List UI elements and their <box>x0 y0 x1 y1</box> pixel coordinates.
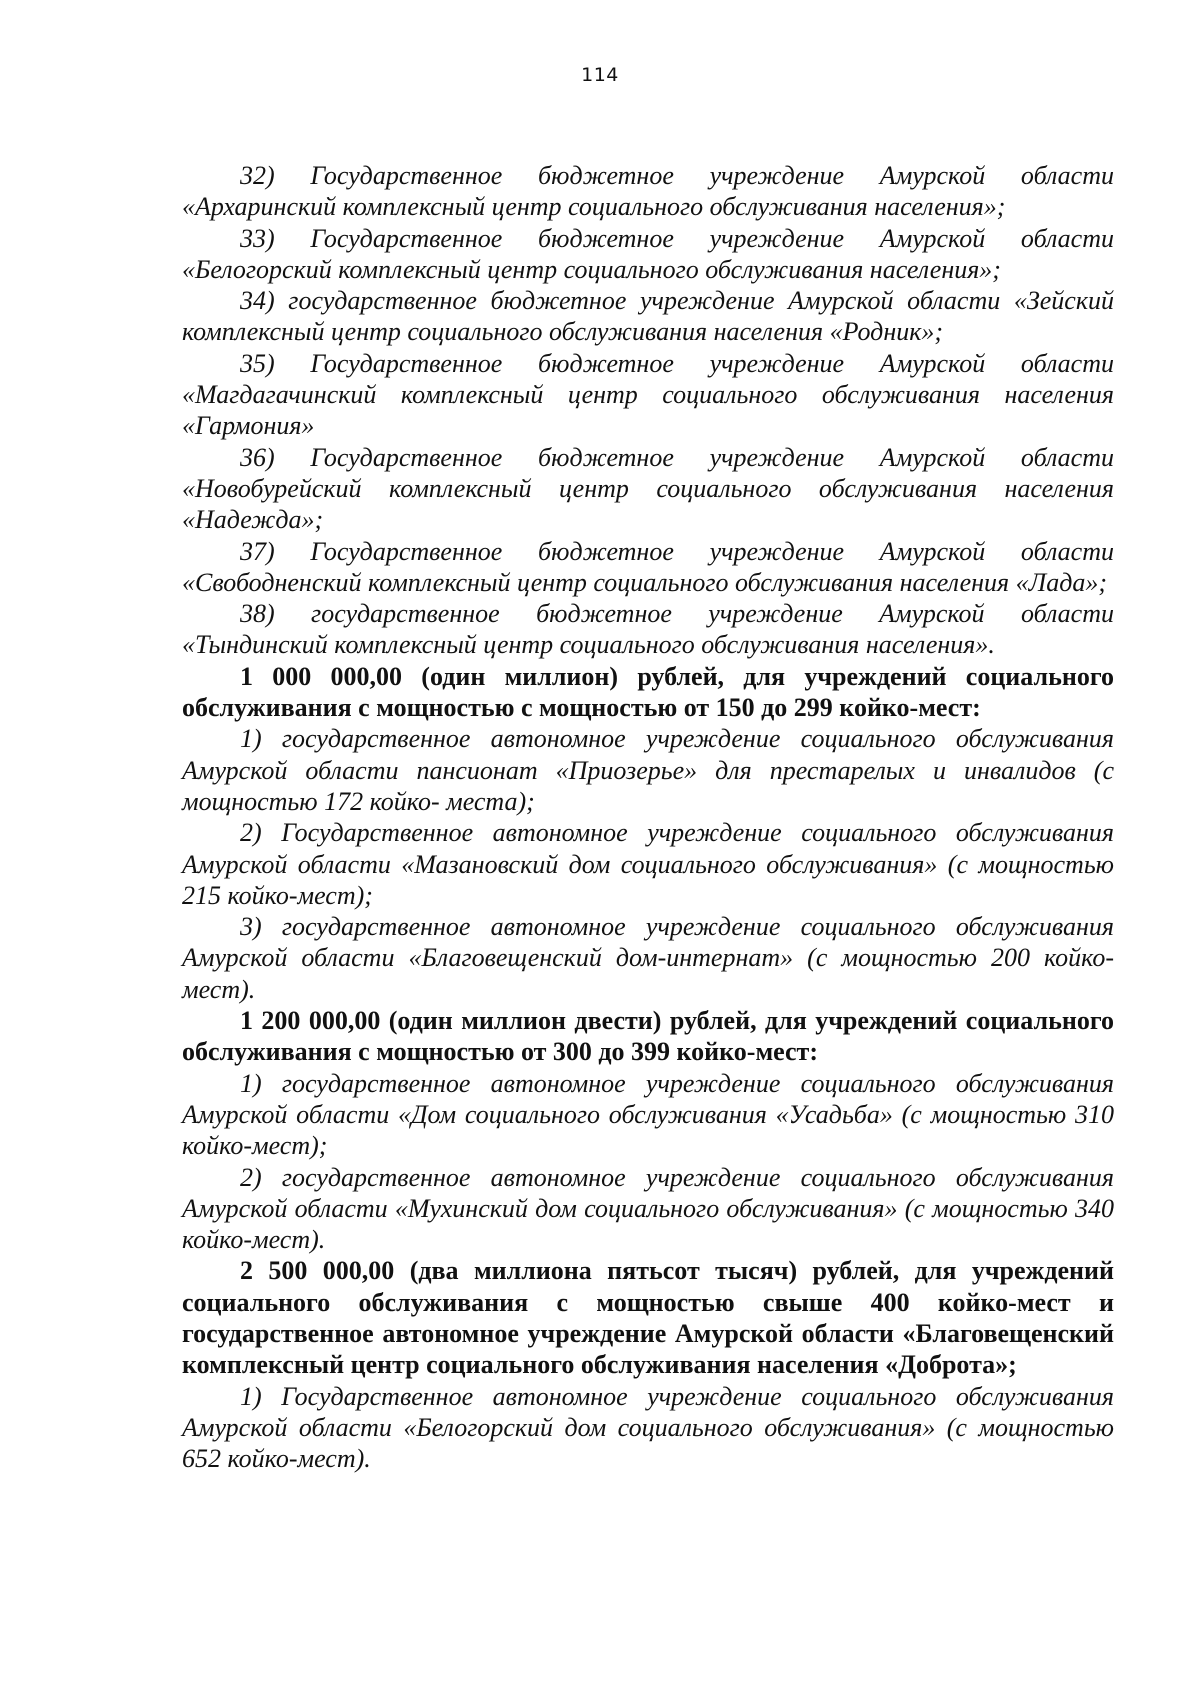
page-number: 114 <box>581 64 619 86</box>
section-heading-2500000: 2 500 000,00 (два миллиона пятьсот тысяч) рублей, для учреждений социального обслуживания с мощностью свыше 400 койко-мест и государственное автономное учреждение Амурской области «Благовещенский комплексный центр социального обслуживания населения «Доброта»; <box>182 1256 1114 1380</box>
section-heading-1200000: 1 200 000,00 (один миллион двести) рублей, для учреждений социального обслуживания с мощностью от 300 до 399 койко-мест: <box>182 1006 1114 1067</box>
list-item-38: 38) государственное бюджетное учреждение Амурской области «Тындинский комплексный центр социального обслуживания населения». <box>182 599 1114 660</box>
list-item-36: 36) Государственное бюджетное учреждение Амурской области «Новобурейский комплексный центр социального обслуживания населения «Надежда»; <box>182 442 1114 535</box>
list-item: 1) государственное автономное учреждение социального обслуживания Амурской области пансионат «Приозерье» для престарелых и инвалидов (с мощностью 172 койко- места); <box>182 724 1114 816</box>
list-item-34: 34) государственное бюджетное учреждение Амурской области «Зейский комплексный центр социального обслуживания населения «Родник»; <box>182 286 1114 347</box>
list-item-37: 37) Государственное бюджетное учреждение Амурской области «Свободненский комплексный центр социального обслуживания населения «Лада»; <box>182 536 1114 597</box>
list-item: 3) государственное автономное учреждение социального обслуживания Амурской области «Благовещенский дом-интернат» (с мощностью 200 койко-мест). <box>182 912 1114 1004</box>
list-item-33: 33) Государственное бюджетное учреждение Амурской области «Белогорский комплексный центр социального обслуживания населения»; <box>182 223 1114 284</box>
document-body <box>182 160 1114 1474</box>
section-heading-1000000: 1 000 000,00 (один миллион) рублей, для учреждений социального обслуживания с мощностью с мощностью от 150 до 299 койко-мест: <box>182 661 1114 723</box>
list-item: 2) государственное автономное учреждение социального обслуживания Амурской области «Мухинский дом социального обслуживания» (с мощностью 340 койко-мест). <box>182 1162 1114 1255</box>
list-item-32: 32) Государственное бюджетное учреждение Амурской области «Архаринский комплексный центр социального обслуживания населения»; <box>182 161 1114 222</box>
list-item: 2) Государственное автономное учреждение социального обслуживания Амурской области «Мазановский дом социального обслуживания» (с мощностью 215 койко-мест); <box>182 818 1114 910</box>
list-item: 1) государственное автономное учреждение социального обслуживания Амурской области «Дом социального обслуживания «Усадьба» (с мощностью 310 койко-мест); <box>182 1068 1114 1161</box>
list-item-35: 35) Государственное бюджетное учреждение Амурской области «Магдагачинский комплексный центр социального обслуживания населения «Гармония» <box>182 348 1114 441</box>
list-item: 1) Государственное автономное учреждение социального обслуживания Амурской области «Белогорский дом социального обслуживания» (с мощностью 652 койко-мест). <box>182 1381 1114 1474</box>
